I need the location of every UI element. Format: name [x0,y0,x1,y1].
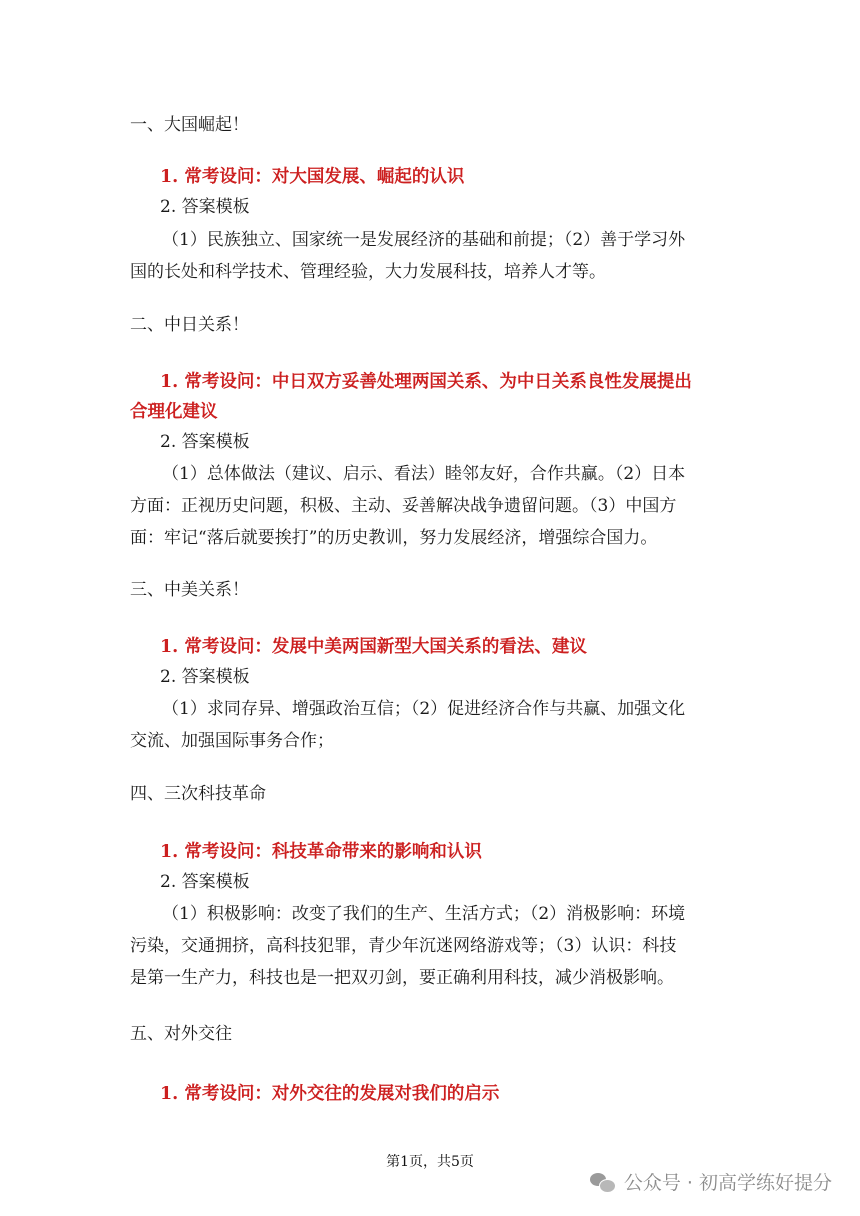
answer-line: 污染，交通拥挤，高科技犯罪，青少年沉迷网络游戏等；（3）认识：科技 [130,936,677,956]
answer-template-label: 2. 答案模板 [160,197,250,217]
section-heading: 三、中美关系！ [130,580,249,600]
answer-line: 面：牢记“落后就要挨打”的历史教训，努力发展经济，增强综合国力。 [130,528,658,548]
answer-line: 国的长处和科学技术、管理经验，大力发展科技，培养人才等。 [130,262,606,282]
answer-template-label: 2. 答案模板 [160,667,250,687]
answer-line: （1）积极影响：改变了我们的生产、生活方式；（2）消极影响：环境 [162,904,686,924]
answer-line: 方面：正视历史问题，积极、主动、妥善解决战争遗留问题。（3）中国方 [130,496,677,516]
section-heading: 五、对外交往 [130,1024,232,1044]
question-label: 1. 常考设问：科技革命带来的影响和认识 [160,842,482,862]
answer-line: （1）民族独立、国家统一是发展经济的基础和前提；（2）善于学习外 [162,230,686,250]
answer-line: 交流、加强国际事务合作； [130,731,334,751]
answer-line: 是第一生产力，科技也是一把双刃剑，要正确利用科技，减少消极影响。 [130,968,674,988]
question-label: 1. 常考设问：发展中美两国新型大国关系的看法、建议 [160,637,587,657]
question-label: 1. 常考设问：对大国发展、崛起的认识 [160,167,465,187]
section-heading: 二、中日关系！ [130,315,249,335]
wechat-icon [590,1171,616,1193]
answer-template-label: 2. 答案模板 [160,872,250,892]
page-number: 第1页，共5页 [386,1154,474,1170]
question-label: 1. 常考设问：中日双方妥善处理两国关系、为中日关系良性发展提出 [160,372,692,392]
answer-line: （1）总体做法（建议、启示、看法）睦邻友好，合作共赢。（2）日本 [162,464,686,484]
section-heading: 四、三次科技革命 [130,784,266,804]
answer-template-label: 2. 答案模板 [160,432,250,452]
watermark-text: 公众号 · 初高学练好提分 [623,1172,832,1194]
section-heading: 一、大国崛起！ [130,115,249,135]
watermark [590,1168,832,1195]
answer-line: （1）求同存异、增强政治互信；（2）促进经济合作与共赢、加强文化 [162,699,686,719]
question-label: 1. 常考设问：对外交往的发展对我们的启示 [160,1084,500,1104]
question-label-continued: 合理化建议 [130,402,218,422]
